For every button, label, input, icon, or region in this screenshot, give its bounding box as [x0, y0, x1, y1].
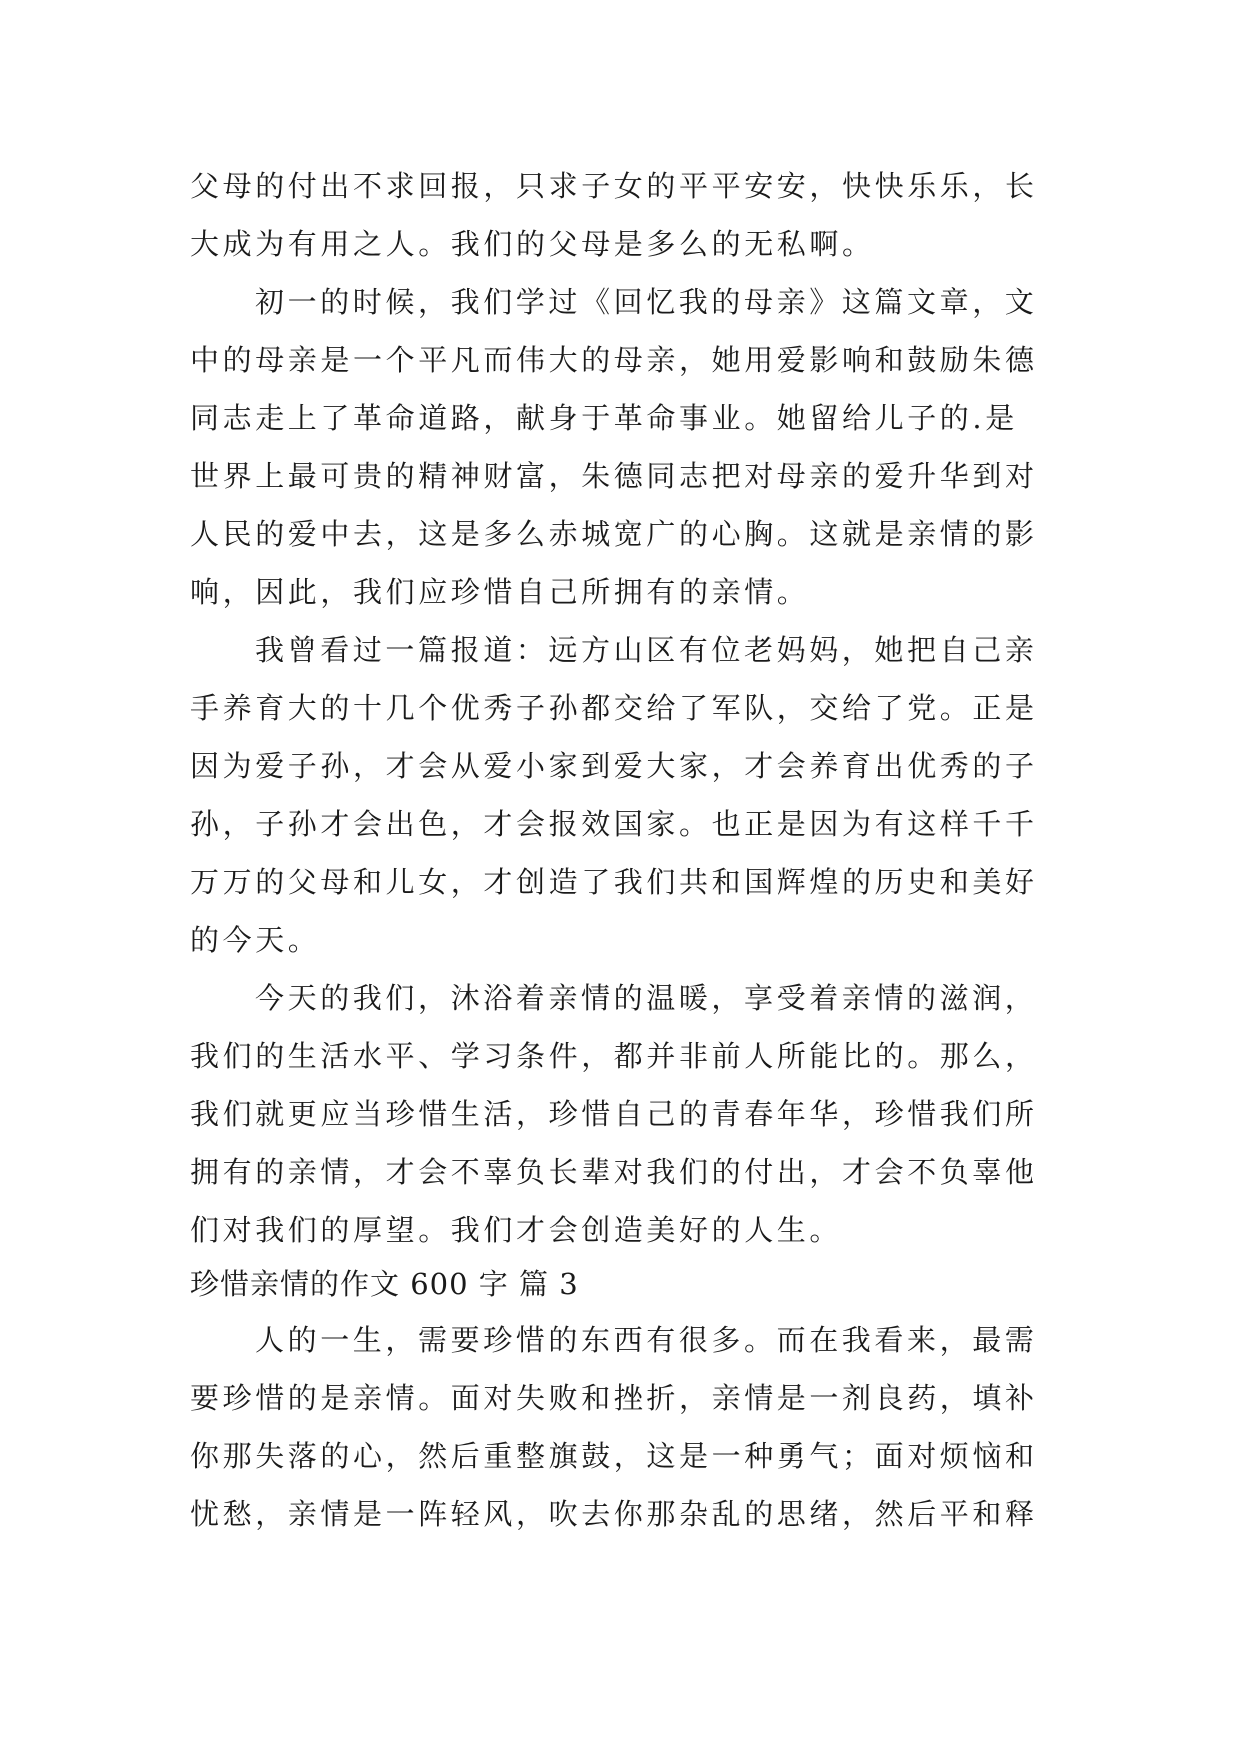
text-line: 父母的付出不求回报，只求子女的平平安安，快快乐乐，长 — [190, 169, 1038, 203]
text-line: 大成为有用之人。我们的父母是多么的无私啊。 — [190, 227, 875, 261]
text-line: 因为爱子孙，才会从爱小家到爱大家，才会养育出优秀的子 — [190, 749, 1038, 783]
text-line: 响，因此，我们应珍惜自己所拥有的亲情。 — [190, 575, 810, 609]
text-line: 们对我们的厚望。我们才会创造美好的人生。 — [190, 1213, 843, 1247]
text-line: 我们就更应当珍惜生活，珍惜自己的青春年华，珍惜我们所 — [190, 1097, 1038, 1131]
section-heading: 珍惜亲情的作文 600 字 篇 3 — [190, 1267, 579, 1301]
paragraph-first-line: 今天的我们，沐浴着亲情的温暖，享受着亲情的滋润， — [255, 981, 1038, 1015]
text-line: 要珍惜的是亲情。面对失败和挫折，亲情是一剂良药，填补 — [190, 1381, 1038, 1415]
text-line: 忧愁，亲情是一阵轻风，吹去你那杂乱的思绪，然后平和释 — [190, 1497, 1038, 1531]
text-line: 万万的父母和儿女，才创造了我们共和国辉煌的历史和美好 — [190, 865, 1038, 899]
text-line: 孙，子孙才会出色，才会报效国家。也正是因为有这样千千 — [190, 807, 1038, 841]
text-line: 你那失落的心，然后重整旗鼓，这是一种勇气；面对烦恼和 — [190, 1439, 1038, 1473]
text-line: 我们的生活水平、学习条件，都并非前人所能比的。那么， — [190, 1039, 1038, 1073]
text-line: 手养育大的十几个优秀子孙都交给了军队，交给了党。正是 — [190, 691, 1038, 725]
text-line: 中的母亲是一个平凡而伟大的母亲，她用爱影响和鼓励朱德 — [190, 343, 1038, 377]
paragraph-first-line: 人的一生，需要珍惜的东西有很多。而在我看来，最需 — [255, 1323, 1038, 1357]
text-line: 的今天。 — [190, 923, 321, 957]
text-line: 同志走上了革命道路，献身于革命事业。她留给儿子的.是 — [190, 401, 1018, 435]
text-line: 拥有的亲情，才会不辜负长辈对我们的付出，才会不负辜他 — [190, 1155, 1038, 1189]
text-line: 人民的爱中去，这是多么赤城宽广的心胸。这就是亲情的影 — [190, 517, 1038, 551]
paragraph-first-line: 我曾看过一篇报道：远方山区有位老妈妈，她把自己亲 — [255, 633, 1038, 667]
text-line: 世界上最可贵的精神财富，朱德同志把对母亲的爱升华到对 — [190, 459, 1038, 493]
paragraph-first-line: 初一的时候，我们学过《回忆我的母亲》这篇文章，文 — [255, 285, 1038, 319]
